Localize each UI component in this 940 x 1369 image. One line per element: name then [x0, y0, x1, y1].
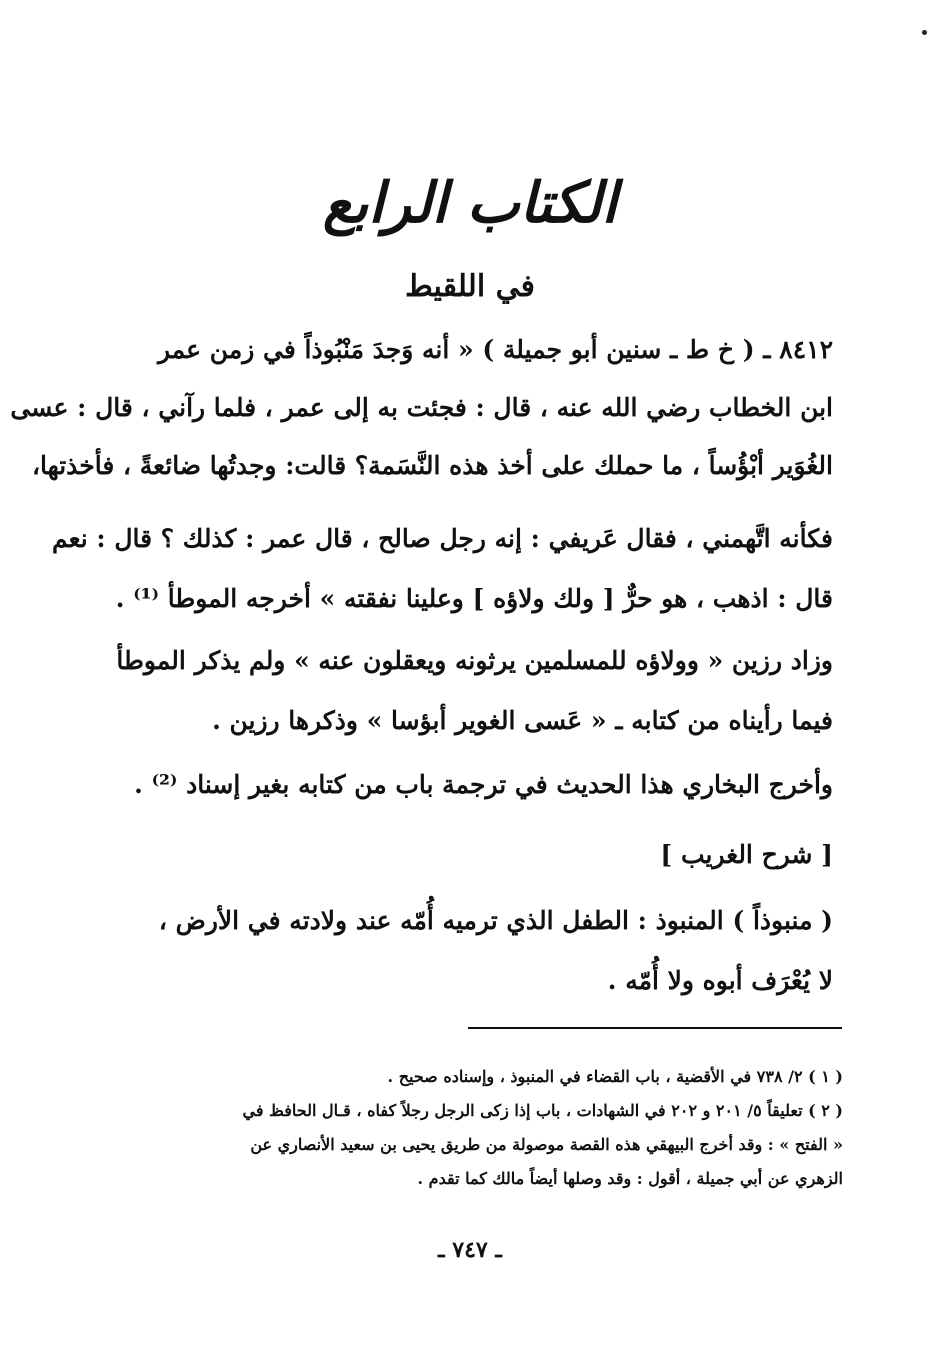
- gharib-line: لا يُعْرَف أبوه ولا أُمّه .: [607, 966, 833, 995]
- ink-dot: [922, 30, 927, 35]
- razin-line: فيما رأيناه من كتابه ـ « عَسى الغوير أبؤسا » وذكرها رزين .: [212, 706, 833, 735]
- page-number: ـ ٧٤٧ ـ: [438, 1237, 502, 1263]
- footnote-line: ( ٢ ) تعليقاً ٥/ ٢٠١ و ٢٠٢ في الشهادات ، باب إذا زكى الرجل رجلاً كفاه ، قـال الحافظ في: [242, 1101, 843, 1120]
- bukhari-line: وأخرج البخاري هذا الحديث في ترجمة باب من كتابه بغير إسناد ⁽²⁾ .: [134, 770, 833, 799]
- razin-line: وزاد رزين « وولاؤه للمسلمين يرثونه ويعقلون عنه » ولم يذكر الموطأ: [116, 646, 833, 675]
- hadith-line: ٨٤١٢ ـ ( خ ط ـ سنين أبو جميلة ) « أنه وَجدَ مَنْبُوذاً في زمن عمر: [157, 335, 833, 364]
- footnote-line: ( ١ ) ٢/ ٧٣٨ في الأقضية ، باب القضاء في المنبوذ ، وإسناده صحيح .: [387, 1067, 843, 1086]
- chapter-title: في اللقيط: [405, 269, 535, 304]
- footnote-separator: [468, 1027, 842, 1029]
- book-title: الكتاب الرابع: [322, 170, 618, 236]
- gharib-heading: [ شرح الغريب ]: [660, 840, 833, 869]
- hadith-line: الغُوَير أبْؤُساً ، ما حملك على أخذ هذه النَّسَمة؟ قالت: وجدتُها ضائعةً ، فأخذتها،: [31, 451, 833, 480]
- footnote-line: الزهري عن أبي جميلة ، أقول : وقد وصلها أيضاً مالك كما تقدم .: [417, 1169, 843, 1188]
- hadith-line: فكأنه اتَّهمني ، فقال عَريفي : إنه رجل صالح ، قال عمر : كذلك ؟ قال : نعم: [52, 524, 833, 553]
- hadith-line: ابن الخطاب رضي الله عنه ، قال : فجئت به إلى عمر ، فلما رآني ، قال : عسى: [10, 393, 833, 422]
- footnote-line: « الفتح » : وقد أخرج البيهقي هذه القصة موصولة من طريق يحيى بن سعيد الأنصاري عن: [250, 1135, 843, 1154]
- hadith-line: قال : اذهب ، هو حرٌّ [ ولك ولاؤه ] وعلينا نفقته » أخرجه الموطأ ⁽¹⁾ .: [115, 584, 833, 613]
- gharib-line: ( منبوذاً ) المنبوذ : الطفل الذي ترميه أُمّه عند ولادته في الأرض ،: [158, 906, 833, 935]
